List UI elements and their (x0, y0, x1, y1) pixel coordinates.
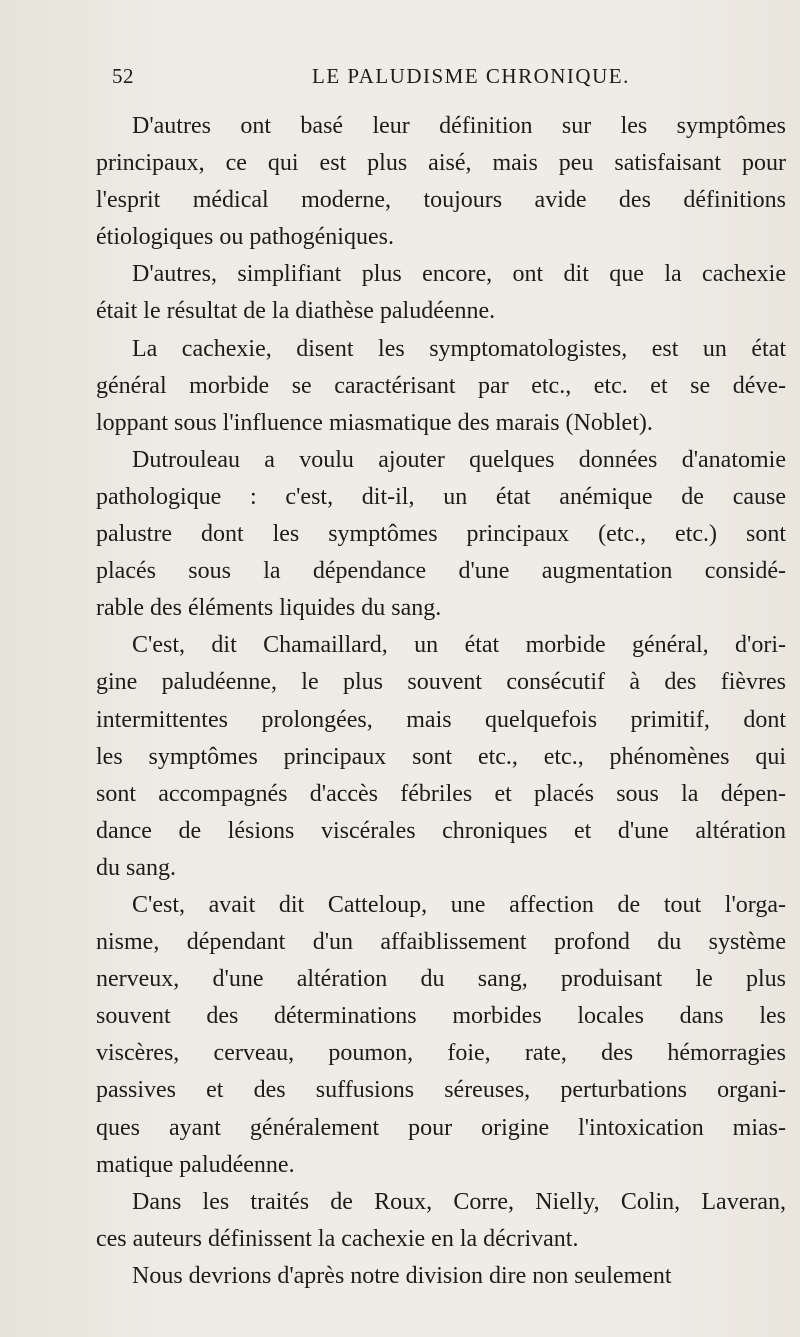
text-line: ques ayant généralement pour origine l'intoxication mias- (96, 1114, 786, 1141)
text-line: C'est, avait dit Catteloup, une affection de tout l'orga- (132, 891, 786, 918)
text-line: nerveux, d'une altération du sang, produisant le plus (96, 966, 786, 993)
text-line: intermittentes prolongées, mais quelquefois primitif, dont (96, 706, 786, 733)
text-line: palustre dont les symptômes principaux (etc., etc.) sont (96, 521, 786, 548)
page-number: 52 (112, 64, 134, 88)
text-line: l'esprit médical moderne, toujours avide des définitions (96, 187, 786, 214)
text-line: était le résultat de la diathèse paludéenne. (96, 298, 496, 325)
paragraph (96, 887, 786, 1184)
paragraph (96, 256, 786, 330)
text-line: sont accompagnés d'accès fébriles et placés sous la dépen- (96, 780, 786, 807)
text-line: Dutrouleau a voulu ajouter quelques données d'anatomie (132, 446, 786, 473)
text-line: Nous devrions d'après notre division dire non seulement (132, 1262, 672, 1289)
paragraph (96, 331, 786, 442)
text-line: loppant sous l'influence miasmatique des marais (Noblet). (96, 409, 653, 436)
text-line: matique paludéenne. (96, 1151, 295, 1178)
paragraph (96, 627, 786, 887)
text-line: ces auteurs définissent la cachexie en la décrivant. (96, 1225, 579, 1252)
text-line: gine paludéenne, le plus souvent consécutif à des fièvres (96, 669, 786, 696)
text-line: La cachexie, disent les symptomatologistes, est un état (132, 335, 786, 362)
text-line: du sang. (96, 854, 176, 881)
body-text (96, 108, 786, 1295)
text-line: dance de lésions viscérales chroniques et d'une altération (96, 817, 786, 844)
text-line: D'autres, simplifiant plus encore, ont dit que la cachexie (132, 261, 786, 288)
text-line: général morbide se caractérisant par etc., etc. et se déve- (96, 372, 786, 399)
text-line: passives et des suffusions séreuses, perturbations organi- (96, 1077, 786, 1104)
text-line: rable des éléments liquides du sang. (96, 595, 442, 622)
paragraph (96, 1258, 786, 1295)
text-line: nisme, dépendant d'un affaiblissement profond du système (96, 929, 786, 956)
text-line: souvent des déterminations morbides locales dans les (96, 1003, 786, 1030)
text-line: Dans les traités de Roux, Corre, Nielly, Colin, Laveran, (132, 1188, 786, 1215)
paragraph (96, 1184, 786, 1258)
text-line: les symptômes principaux sont etc., etc., phénomènes qui (96, 743, 786, 770)
paragraph (96, 442, 786, 627)
page-header (112, 64, 798, 94)
running-title: LE PALUDISME CHRONIQUE. (312, 64, 630, 88)
text-line: étiologiques ou pathogéniques. (96, 224, 394, 251)
text-line: viscères, cerveau, poumon, foie, rate, des hémorragies (96, 1040, 786, 1067)
text-line: principaux, ce qui est plus aisé, mais peu satisfaisant pour (96, 150, 786, 177)
paragraph (96, 108, 786, 256)
text-line: C'est, dit Chamaillard, un état morbide général, d'ori- (132, 632, 786, 659)
text-line: placés sous la dépendance d'une augmentation considé- (96, 558, 786, 585)
text-line: pathologique : c'est, dit-il, un état anémique de cause (96, 483, 786, 510)
text-line: D'autres ont basé leur définition sur les symptômes (132, 113, 786, 139)
